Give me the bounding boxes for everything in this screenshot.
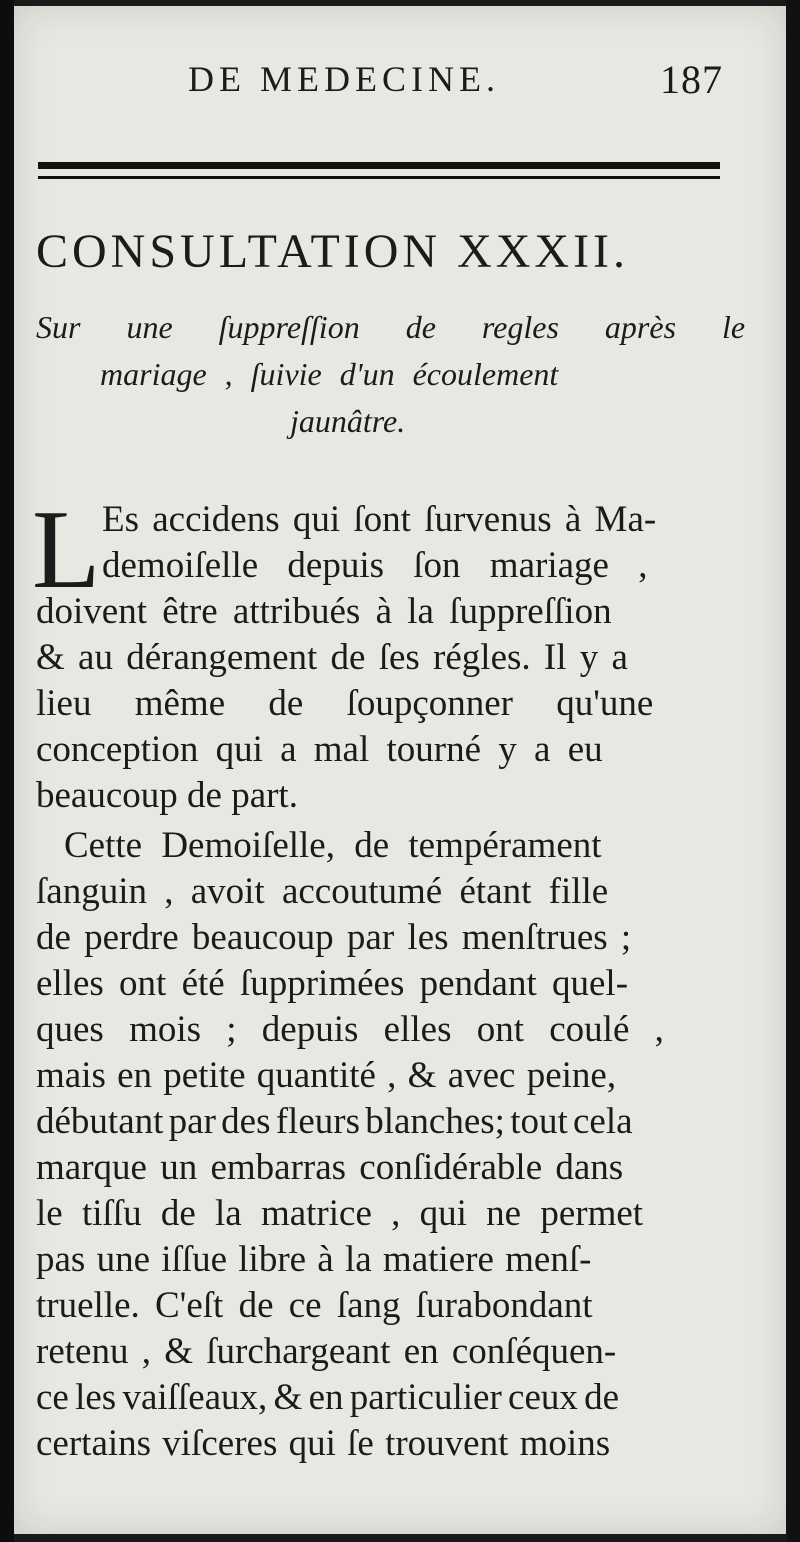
body-line: le tiſſu de la matrice , qui ne permet <box>36 1193 644 1234</box>
body-line: ques mois ; depuis elles ont coulé , <box>36 1009 664 1050</box>
body-line: elles ont été ſupprimées pendant quel- <box>36 963 629 1004</box>
body-line: demoiſelle depuis ſon mariage , <box>102 545 648 586</box>
body-line: lieu même de ſoupçonner qu'une <box>36 683 654 724</box>
body-line: mais en petite quantité , & avec peine, <box>36 1055 617 1096</box>
body-line: de perdre beaucoup par les menſtrues ; <box>36 917 632 958</box>
drop-cap: L <box>32 488 101 612</box>
body-line: beaucoup de part. <box>36 775 298 816</box>
scan-left-edge <box>0 0 14 1542</box>
header-rule-thick <box>38 162 720 169</box>
consultation-title: CONSULTATION XXXII. <box>36 225 630 278</box>
book-page <box>14 6 786 1534</box>
body-line: ce les vaiſſeaux, & en particulier ceux de <box>36 1377 620 1418</box>
body-line: débutant par des fleurs blanches; tout cela <box>36 1101 633 1142</box>
body-line: Es accidens qui ſont ſurvenus à Ma- <box>102 499 657 540</box>
body-line: conception qui a mal tourné y a eu <box>36 729 603 770</box>
header-rule-thin <box>38 176 720 179</box>
body-line: truelle. C'eſt de ce ſang ſurabondant <box>36 1285 593 1326</box>
running-head: DE MEDECINE. <box>188 59 500 99</box>
subtitle-line: mariage , ſuivie d'un écoulement <box>100 356 559 392</box>
body-line: doivent être attribués à la ſuppreſſion <box>36 591 612 632</box>
body-line: & au dérangement de ſes régles. Il y a <box>36 637 628 678</box>
body-line: ſanguin , avoit accoutumé étant fille <box>36 871 609 912</box>
body-line: retenu , & ſurchargeant en conſéquen- <box>36 1331 617 1372</box>
subtitle-line: Sur une ſuppreſſion de regles après le <box>36 309 746 345</box>
body-line: pas une iſſue libre à la matiere menſ- <box>36 1239 592 1280</box>
page-number: 187 <box>660 57 723 102</box>
body-line: Cette Demoiſelle, de tempérament <box>64 825 602 866</box>
body-line: certains viſceres qui ſe trouvent moins <box>36 1423 611 1464</box>
subtitle-line: jaunâtre. <box>290 403 406 439</box>
body-line: marque un embarras conſidérable dans <box>36 1147 624 1188</box>
scan-right-edge <box>786 0 800 1542</box>
